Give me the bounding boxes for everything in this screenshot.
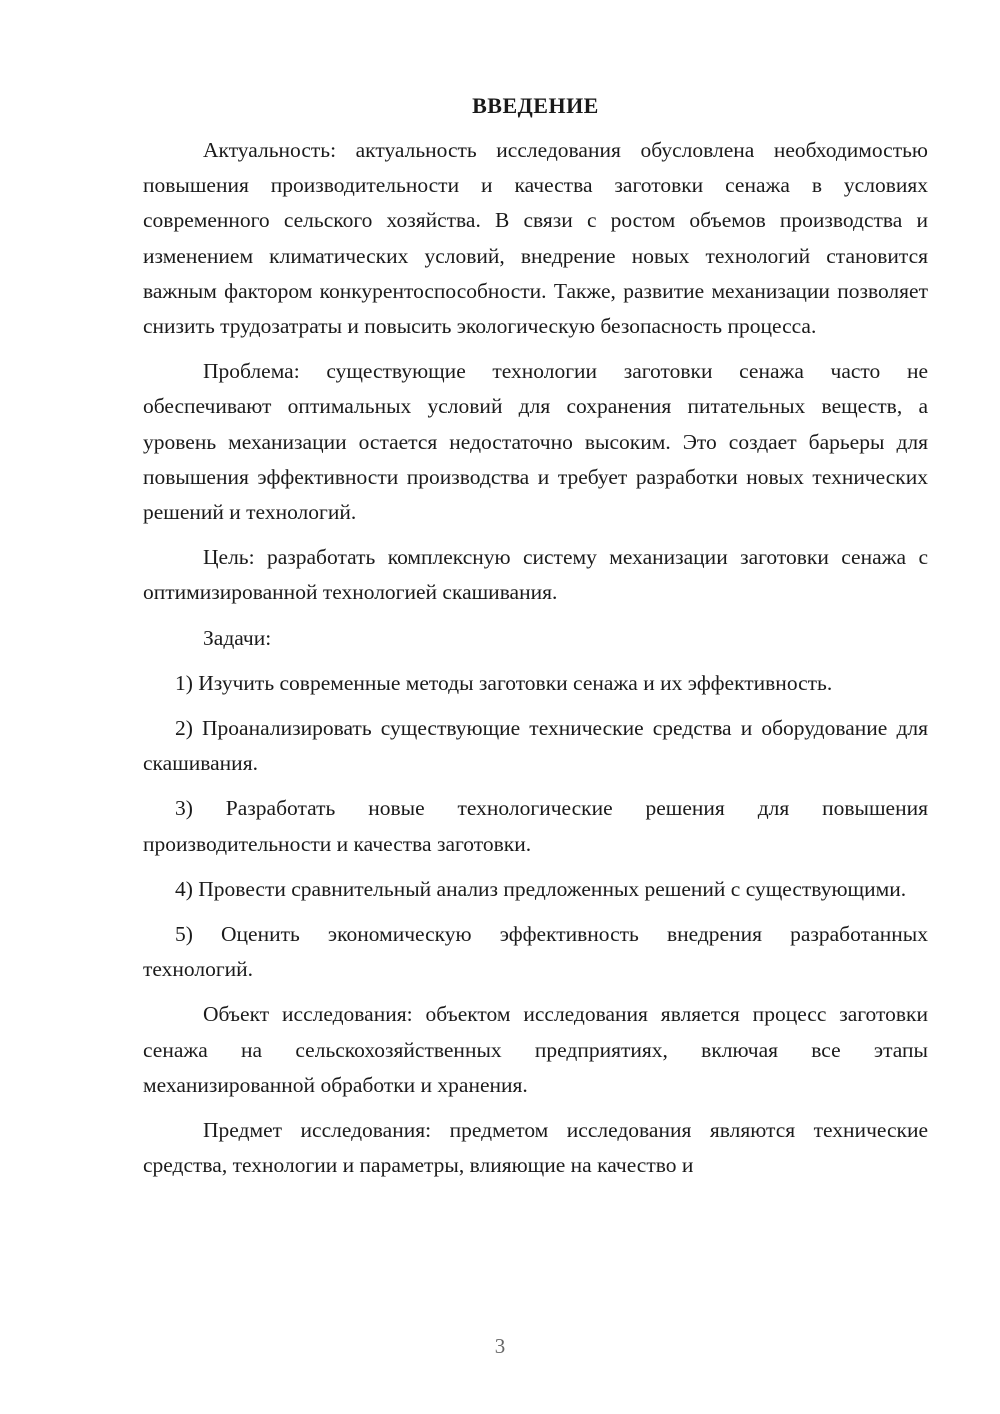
subject-paragraph: Предмет исследования: предметом исследования являются технические средства, технологии и параметры, влияющие на качество и (143, 1118, 928, 1178)
list-item: 5) Оценить экономическую эффективность внедрения разработанных технологий. (143, 922, 928, 982)
list-item: 1) Изучить современные методы заготовки сенажа и их эффективность. (175, 670, 833, 695)
object-paragraph: Объект исследования: объектом исследования является процесс заготовки сенажа на сельскохозяйственных предприятиях, включая все этапы механизированной обработки и хранения. (143, 1002, 928, 1097)
goal-paragraph: Цель: разработать комплексную систему механизации заготовки сенажа с оптимизированной технологией скашивания. (143, 545, 928, 605)
page-content (143, 93, 928, 1193)
relevance-paragraph: Актуальность: актуальность исследования обусловлена необходимостью повышения производительности и качества заготовки сенажа в условиях современного сельского хозяйства. В связи с ростом объемов производства и изменением климатических условий, внедрение новых технологий становится важным фактором конкурентоспособности. Также, развитие механизации позволяет снизить трудозатраты и повысить экологическую безопасность процесса. (143, 138, 928, 339)
list-item: 2) Проанализировать существующие технические средства и оборудование для скашивания. (143, 716, 928, 776)
tasks-heading: Задачи: (203, 625, 272, 650)
page-number: 3 (494, 1334, 506, 1358)
list-item: 4) Провести сравнительный анализ предложенных решений с существующими. (175, 876, 907, 901)
section-title: ВВЕДЕНИЕ (472, 93, 599, 118)
tasks-list (143, 666, 928, 988)
problem-paragraph: Проблема: существующие технологии заготовки сенажа часто не обеспечивают оптимальных условий для сохранения питательных веществ, а уровень механизации остается недостаточно высоким. Это создает барьеры для повышения эффективности производства и требует разработки новых технических решений и технологий. (143, 359, 928, 525)
list-item: 3) Разработать новые технологические решения для повышения производительности и качества заготовки. (143, 796, 928, 856)
